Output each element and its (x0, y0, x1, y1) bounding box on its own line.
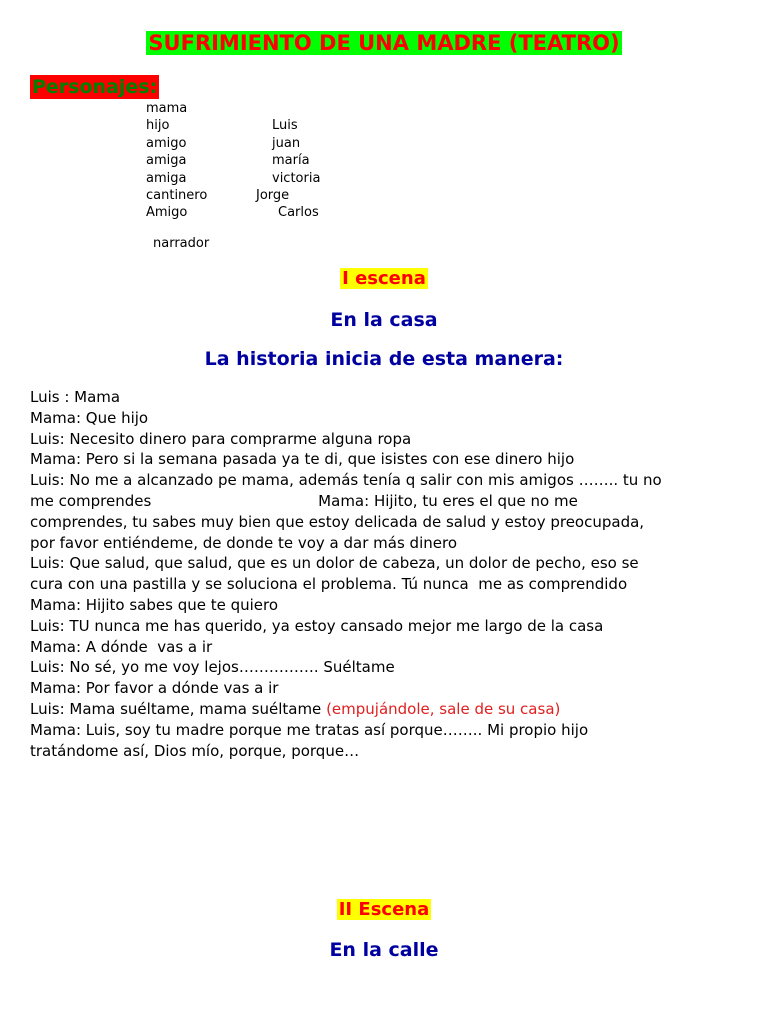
dialogue-line: Mama: Hijito sabes que te quiero (30, 595, 279, 614)
dialogue-line: comprendes, tu sabes muy bien que estoy delicada de salud y estoy preocupada, (30, 512, 645, 531)
dialogue-block (30, 387, 750, 761)
dialogue-line: Mama: Que hijo (30, 408, 149, 427)
dialogue-line: Luis: No me a alcanzado pe mama, además tenía q salir con mis amigos …….. tu no (30, 471, 662, 490)
dialogue-line: Luis : Mama (30, 388, 121, 406)
cast-name: Luis (272, 118, 298, 133)
dialogue-line-with-stage-direction (30, 699, 750, 720)
dialogue-line: Luis: Que salud, que salud, que es un dolor de cabeza, un dolor de pecho, eso se (30, 554, 639, 573)
dialogue-line: Luis: No sé, yo me voy lejos……………. Suéltame (30, 658, 395, 677)
cast-name: Jorge (256, 188, 290, 203)
cast-name: maría (272, 153, 310, 168)
dialogue-line: Luis: Necesito dinero para comprarme alguna ropa (30, 429, 412, 448)
cast-role: mama (146, 101, 188, 116)
dialogue-text: Luis: Mama suéltame, mama suéltame (30, 699, 327, 718)
stage-direction: (empujándole, sale de su casa) (326, 699, 561, 718)
cast-role: Amigo (146, 205, 188, 220)
cast-name: juan (272, 136, 301, 151)
dialogue-line: me comprendes Mama: Hijito, tu eres el que no me (30, 491, 578, 510)
dialogue-line: cura con una pastilla y se soluciona el problema. Tú nunca me as comprendido (30, 575, 628, 594)
dialogue-line: Mama: Pero si la semana pasada ya te di, que isistes con ese dinero hijo (30, 450, 575, 469)
scene-2-label: II Escena (338, 899, 430, 920)
scene-2-heading (0, 898, 768, 922)
cast-role: hijo (146, 118, 170, 133)
scene-1-label: I escena (342, 268, 426, 289)
dialogue-line: Mama: Por favor a dónde vas a ir (30, 679, 279, 698)
document-title: SUFRIMIENTO DE UNA MADRE (TEATRO) (148, 31, 620, 55)
dialogue-line: Mama: Luis, soy tu madre porque me tratas así porque…….. Mi propio hijo (30, 720, 589, 739)
personajes-label: Personajes: (32, 76, 158, 98)
scene-2-place: En la calle (329, 939, 439, 961)
document-title-block (0, 30, 768, 57)
dialogue-line: tratándome así, Dios mío, porque, porque… (30, 741, 360, 760)
cast-name: Carlos (278, 205, 319, 220)
dialogue-line: Luis: TU nunca me has querido, ya estoy cansado mejor me largo de la casa (30, 616, 604, 635)
cast-role: amigo (146, 136, 187, 151)
cast-role: amiga (146, 153, 187, 168)
cast-narrador: narrador (153, 236, 210, 251)
cast-name: victoria (272, 171, 321, 186)
scene-1-intro: La historia inicia de esta manera: (204, 348, 564, 370)
cast-role: amiga (146, 171, 187, 186)
dialogue-line: por favor entiéndeme, de donde te voy a dar más dinero (30, 533, 457, 552)
dialogue-line: Mama: A dónde vas a ir (30, 637, 213, 656)
scene-1-place: En la casa (330, 309, 438, 331)
cast-role: cantinero (146, 188, 208, 203)
scene-1-heading (0, 267, 768, 291)
